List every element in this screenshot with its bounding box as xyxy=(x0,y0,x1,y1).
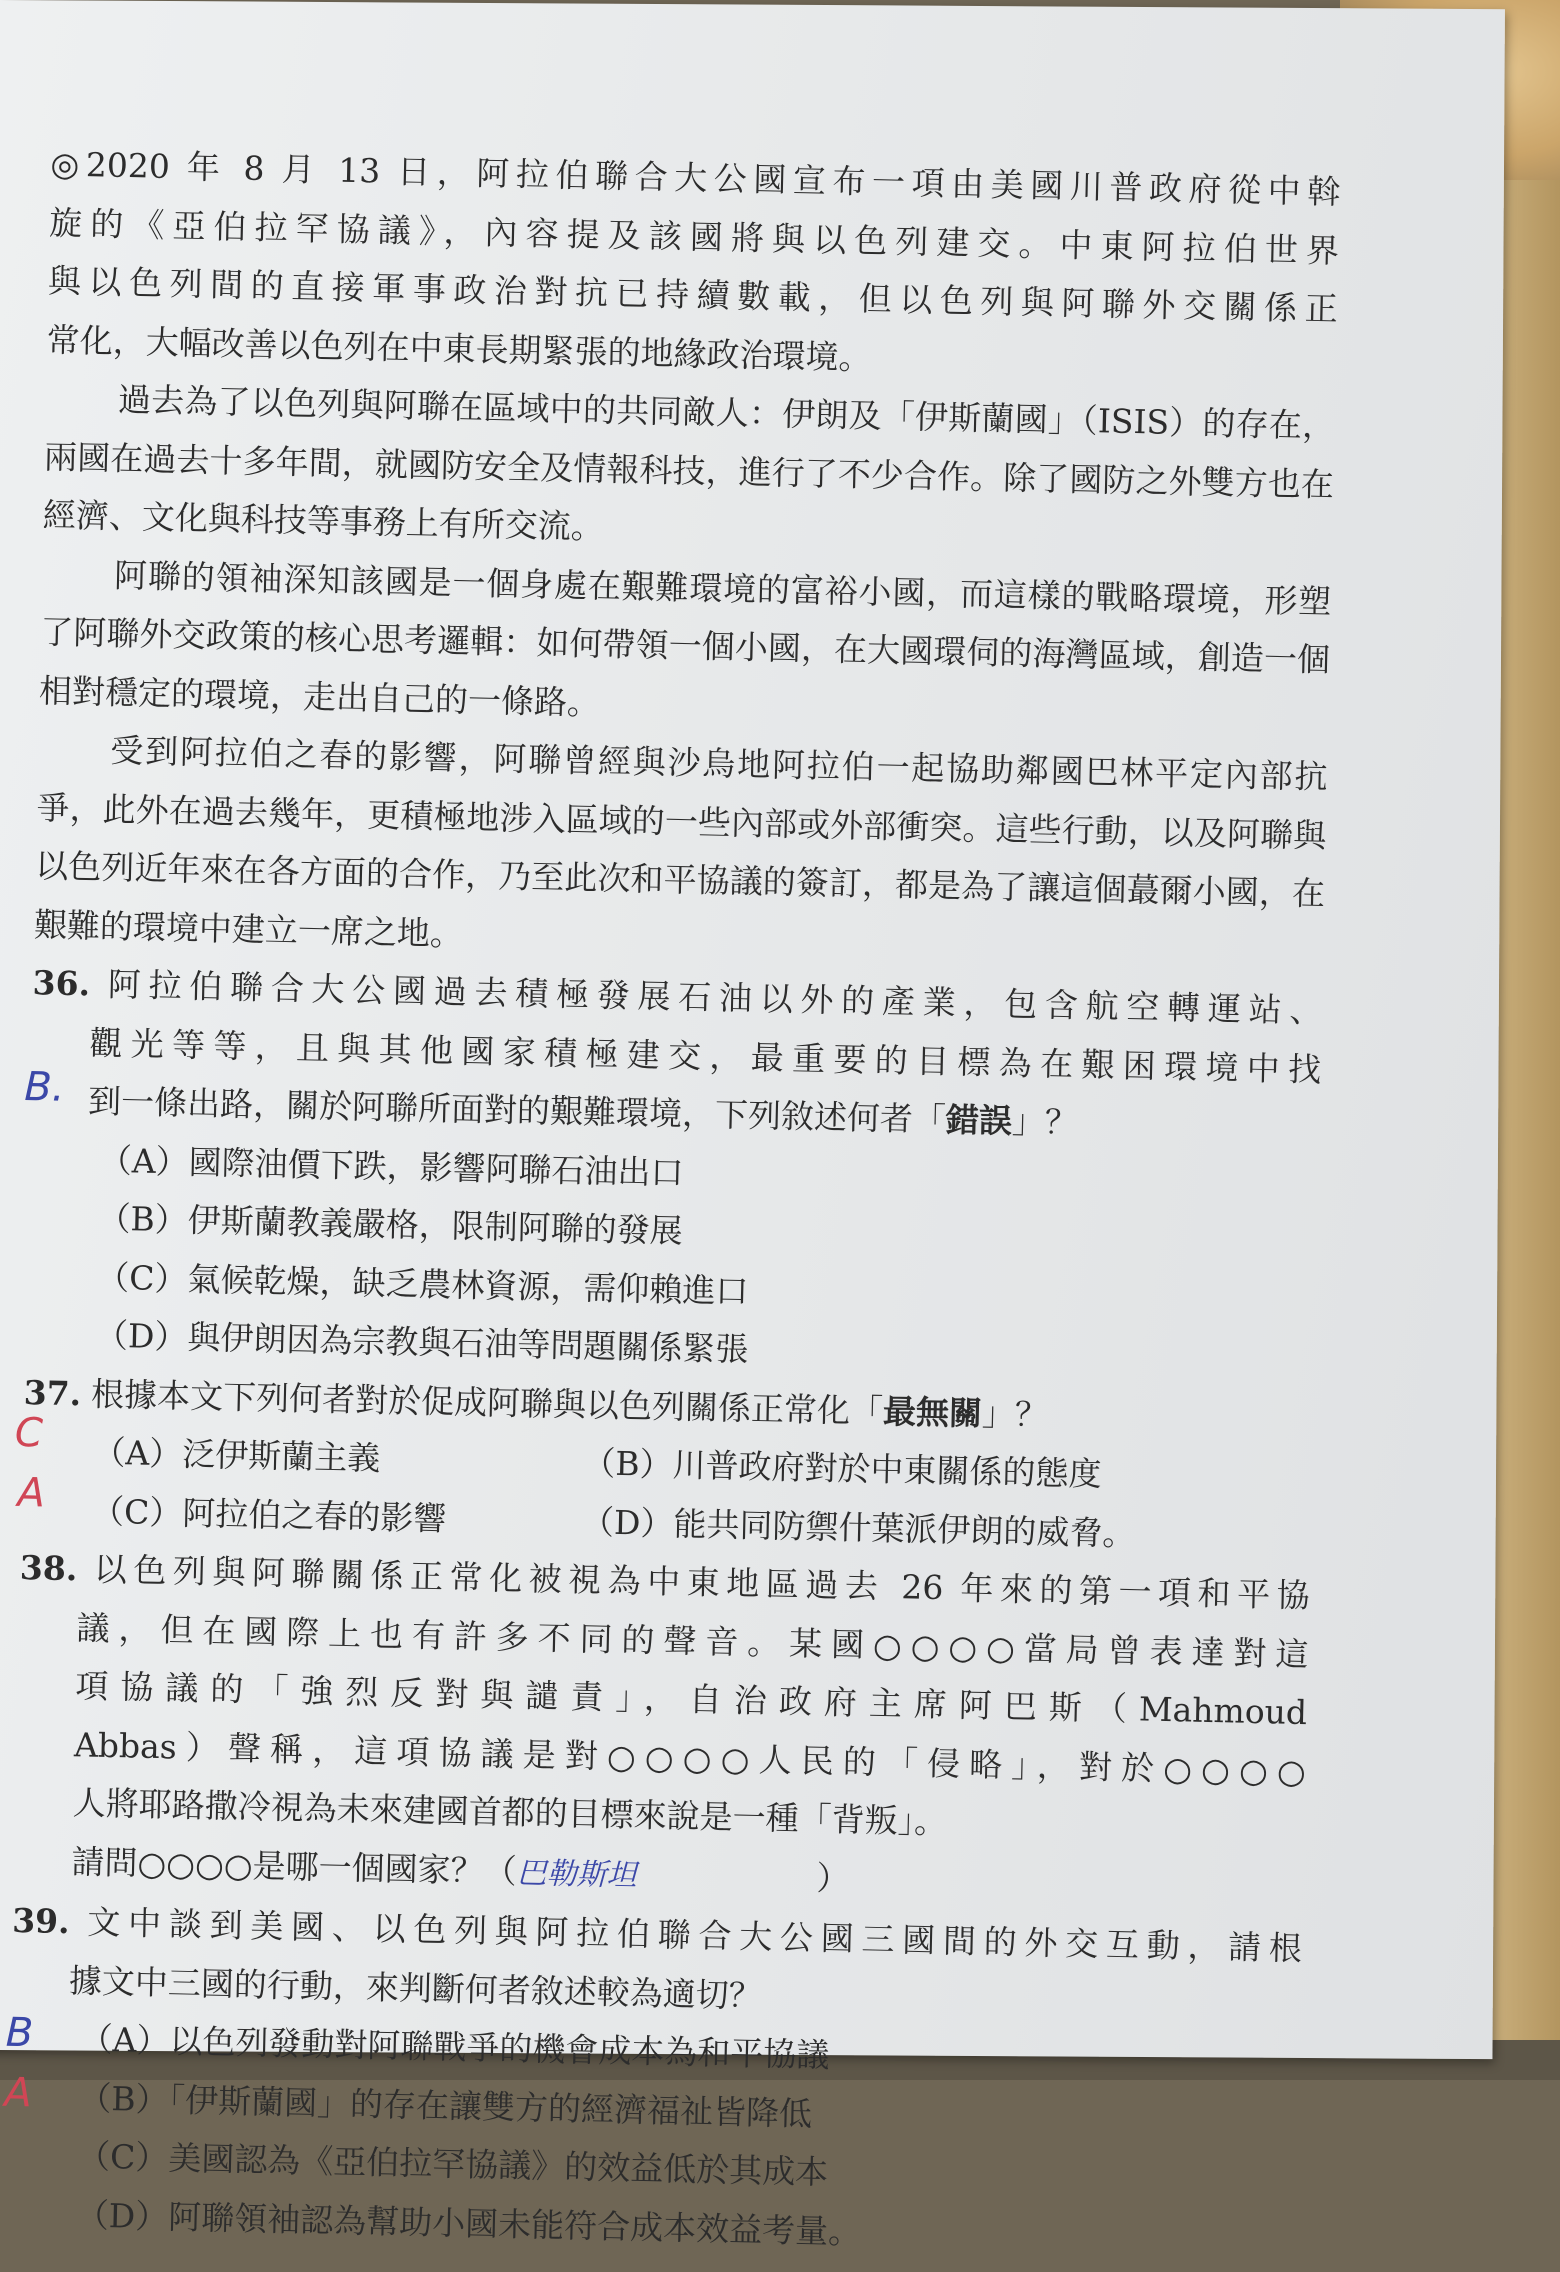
passage-paragraph-4: 受到阿拉伯之春的影響，阿聯曾經與沙烏地阿拉伯一起協助鄰國巴林平定內部抗爭，此外在過去幾年，更積極地涉入區域的一些內部或外部衝突。這些行動，以及阿聯與以色列近年來在各方面的合作，乃至此次和平協議的簽訂，都是為了讓這個蕞爾小國，在艱難的環境中建立一席之地。 xyxy=(33,730,1328,953)
question-stem-line: 觀光等等，且與其他國家積極建交，最重要的目標為在艱困環境中找 xyxy=(88,1022,1322,1089)
option-c: （C）氣候乾燥，缺乏農林資源，需仰賴進口 xyxy=(95,1257,749,1311)
option-a: （A）泛伊斯蘭主義 xyxy=(92,1432,381,1478)
question-stem-line: 人將耶路撒冷視為未來建國首都的目標來說是一種「背叛」。 xyxy=(72,1783,948,1842)
option-b: （B）伊斯蘭教義嚴格，限制阿聯的發展 xyxy=(97,1198,684,1251)
option-b: （B）「伊斯蘭國」的存在讓雙方的經濟福祉皆降低 xyxy=(77,2077,813,2133)
passage-paragraph-3: 阿聯的領袖深知該國是一個身處在艱難環境的富裕小國，而這樣的戰略環境，形塑了阿聯外交政策的核心思考邏輯：如何帶領一個小國，在大國環伺的海灣區域，創造一個相對穩定的環境，走出自己的一條路。 xyxy=(38,555,1332,722)
handwritten-correction-mark: C xyxy=(14,1409,44,1456)
option-d: （D）阿聯領袖認為幫助小國未能符合成本效益考量。 xyxy=(75,2194,862,2251)
passage xyxy=(33,135,1341,982)
option-d: （D）與伊朗因為宗教與石油等問題關係緊張 xyxy=(94,1315,749,1369)
stem-text: 到一條出路，關於阿聯所面對的艱難環境，下列敘述何者「 xyxy=(87,1081,947,1140)
option-c: （C）美國認為《亞伯拉罕協議》的效益低於其成本 xyxy=(76,2136,829,2192)
question-stem-line: 據文中三國的行動，來判斷何者敘述較為適切？ xyxy=(68,1960,763,2015)
question-stem-line: Abbas）聲稱，這項協議是對○○○○人民的「侵略」，對於○○○○ xyxy=(73,1724,1307,1791)
exam-text xyxy=(5,135,1341,2271)
passage-line: 旋的《亞伯拉罕協議》，內容提及該國將與以色列建交。中東阿拉伯世界 xyxy=(48,202,1340,270)
question-number: 37. xyxy=(23,1372,82,1413)
option-a: （A）以色列發動對阿聯戰爭的機會成本為和平協議 xyxy=(79,2019,830,2075)
question-39 xyxy=(5,1892,1302,2271)
handwritten-answer-mark: B. xyxy=(23,1063,66,1111)
stem-text: 文中談到美國、以色列與阿拉伯聯合大公國三國間的外交互動，請根 xyxy=(79,1902,1303,1969)
passage-line: ◎2020 年 8 月 13 日，阿拉伯聯合大公國宣布一項由美國川普政府從中斡 xyxy=(50,144,1341,212)
option-a: （A）國際油價下跌，影響阿聯石油出口 xyxy=(98,1140,684,1192)
stem-text: 根據本文下列何者對於促成阿聯與以色列關係正常化「 xyxy=(90,1373,884,1431)
question-38 xyxy=(13,1539,1310,1920)
stem-text: 以色列與阿聯關係正常化被視為中東地區過去 26 年來的第一項和平協 xyxy=(86,1549,1311,1616)
stem-text: 阿拉伯聯合大公國過去積極發展石油以外的產業，包含航空轉運站、 xyxy=(99,964,1323,1031)
option-d: （D）能共同防禦什葉派伊朗的威脅。 xyxy=(580,1501,1136,1553)
option-c: （C）阿拉伯之春的影響 xyxy=(90,1491,447,1538)
stem-emphasis: 最無關 xyxy=(882,1391,983,1433)
handwritten-correction-mark: A xyxy=(17,1469,46,1516)
handwritten-answer: 巴勒斯坦 xyxy=(516,1855,637,1893)
question-number: 38. xyxy=(19,1547,78,1589)
passage-line: 與以色列間的直接軍事政治對抗已持續數載，但以色列與阿聯外交關係正 xyxy=(47,261,1339,329)
question-number: 36. xyxy=(32,963,91,1004)
stem-emphasis: 錯誤 xyxy=(945,1100,1013,1141)
handwritten-answer-mark: B xyxy=(5,2009,34,2057)
stem-text: 」？ xyxy=(1011,1101,1079,1142)
option-b: （B）川普政府對於中東關係的態度 xyxy=(581,1443,1102,1494)
question-number: 39. xyxy=(11,1900,71,1942)
question-36 xyxy=(24,954,1323,1392)
question-stem-line: 議，但在國際上也有許多不同的聲音。某國○○○○當局曾表達對這 xyxy=(76,1607,1309,1674)
question-stem-line: 項協議的「強烈反對與譴責」，自治政府主席阿巴斯（Mahmoud xyxy=(74,1666,1308,1733)
passage-paragraph-2: 過去為了以色列與阿聯在區域中的共同敵人：伊朗及「伊斯蘭國」（ISIS）的存在，兩國在過去十多年間，就國防安全及情報科技，進行了不少合作。除了國防之外雙方也在經濟、文化與科技等事務上有所交流。 xyxy=(42,379,1336,547)
stem-text: 請問○○○○是哪一個國家？（ xyxy=(71,1841,518,1891)
handwritten-correction-mark: A xyxy=(3,2069,33,2117)
stem-text: 」？ xyxy=(981,1393,1049,1434)
passage-line: 常化，大幅改善以色列在中東長期緊張的地緣政治環境。 xyxy=(46,319,872,377)
stem-text: ） xyxy=(816,1857,850,1898)
